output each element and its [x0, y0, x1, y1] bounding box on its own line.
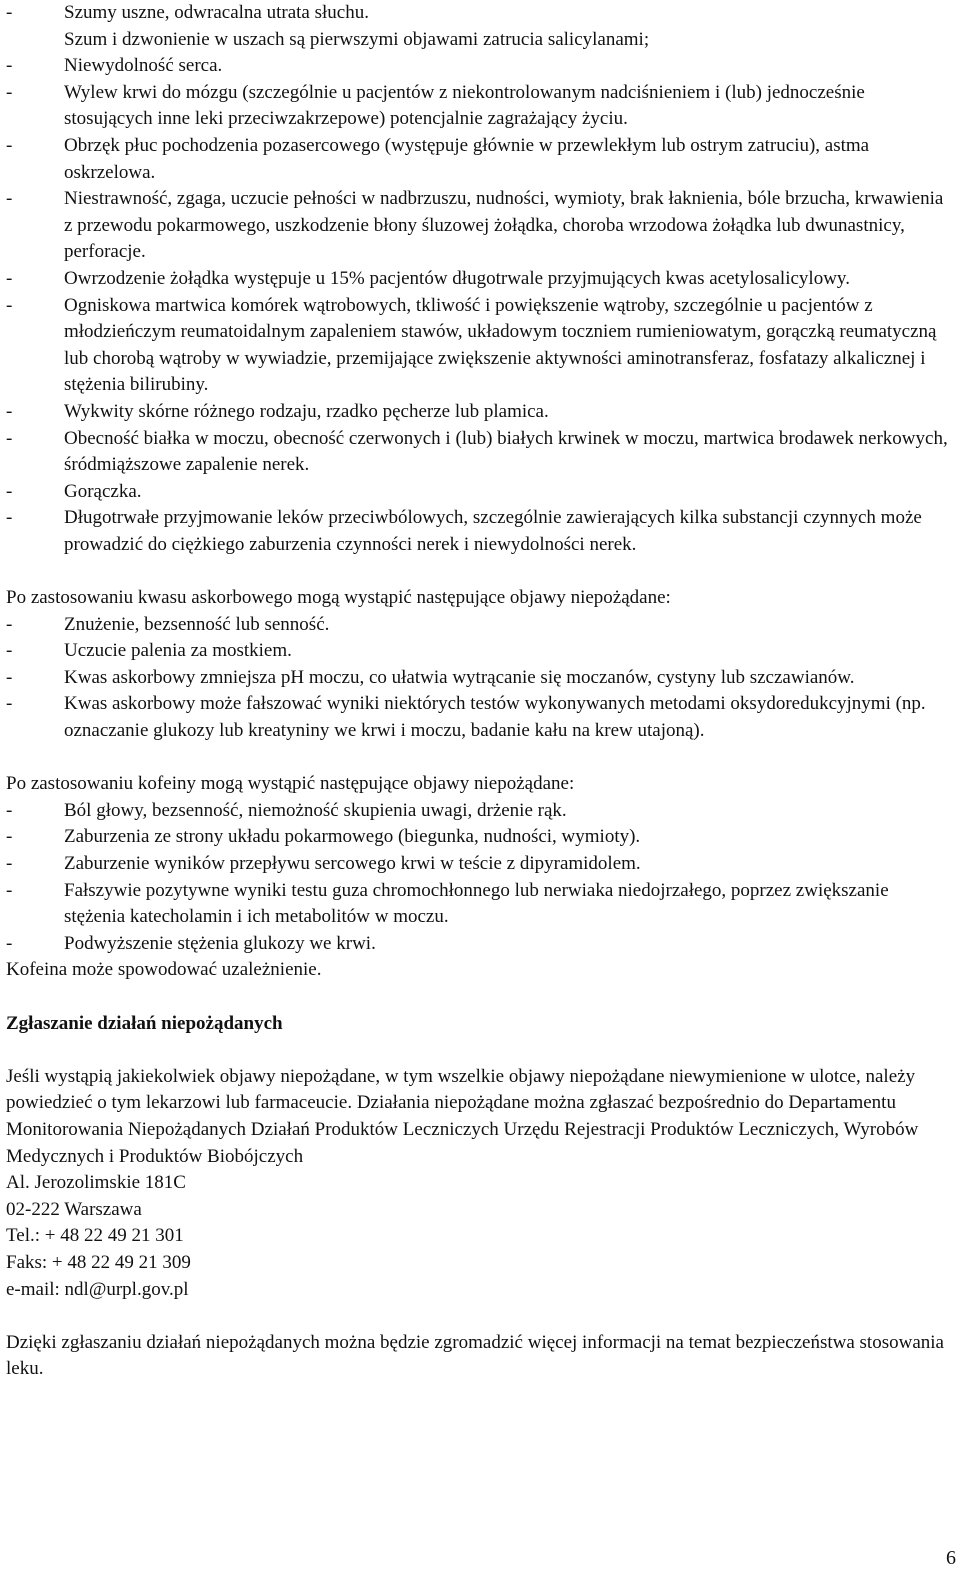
caffeine-outro: Kofeina może spowodować uzależnienie.: [6, 959, 322, 981]
list-item: - Wykwity skórne różnego rodzaju, rzadko pęcherze lub plamica.: [6, 399, 954, 426]
list-item: - Zaburzenia ze strony układu pokarmowego (biegunka, nudności, wymioty).: [6, 824, 954, 851]
caffeine-intro: Po zastosowaniu kofeiny mogą wystąpić następujące objawy niepożądane:: [6, 773, 575, 795]
ascorbic-adverse-effects-list: [6, 612, 954, 745]
address-phone: Tel.: + 48 22 49 21 301: [6, 1225, 184, 1247]
list-item: - Kwas askorbowy może fałszować wyniki niektórych testów wykonywanych metodami oksydoredukcyjnymi (np. oznaczanie glukozy lub kreatyniny we krwi i moczu, badanie kału na krew utajoną).: [6, 691, 954, 744]
spacer: [6, 558, 954, 585]
list-item: - Niewydolność serca.: [6, 53, 954, 80]
reporting-heading: Zgłaszanie działań niepożądanych: [6, 1012, 283, 1034]
spacer: [6, 984, 954, 1011]
spacer: [6, 745, 954, 772]
list-item: - Znużenie, bezsenność lub senność.: [6, 612, 954, 639]
list-item: - Zaburzenie wyników przepływu sercowego krwi w teście z dipyramidolem.: [6, 851, 954, 878]
caffeine-adverse-effects-list: [6, 798, 954, 958]
address-street: Al. Jerozolimskie 181C: [6, 1172, 186, 1194]
list-item: - Gorączka.: [6, 479, 954, 506]
list-item-continuation: Szum i dzwonienie w uszach są pierwszymi objawami zatrucia salicylanami;: [64, 28, 650, 50]
address-email: e-mail: ndl@urpl.gov.pl: [6, 1278, 189, 1300]
list-item: - Kwas askorbowy zmniejsza pH moczu, co ułatwia wytrącanie się moczanów, cystyny lub szczawianów.: [6, 665, 954, 692]
list-item: - Obecność białka w moczu, obecność czerwonych i (lub) białych krwinek w moczu, martwica brodawek nerkowych, śródmiąższowe zapalenie nerek.: [6, 426, 954, 479]
address-city: 02-222 Warszawa: [6, 1198, 142, 1220]
list-item: - Obrzęk płuc pochodzenia pozasercowego (występuje głównie w przewlekłym lub ostrym zatruciu), astma oskrzelowa.: [6, 133, 954, 186]
list-item: - Wylew krwi do mózgu (szczególnie u pacjentów z niekontrolowanym nadciśnieniem i (lub) jednocześnie stosujących inne leki przeciwzakrzepowe) potencjalnie zagrażający życiu.: [6, 80, 954, 133]
spacer: [6, 1303, 954, 1330]
reporting-paragraph: Jeśli wystąpią jakiekolwiek objawy niepożądane, w tym wszelkie objawy niepożądane niewymienione w ulotce, należy powiedzieć o tym lekarzowi lub farmaceucie. Działania niepożądane można zgłaszać bezpośrednio do Departamentu Monitorowania Niepożądanych Działań Produktów Leczniczych Urzędu Rejestracji Produktów Leczniczych, Wyrobów Medycznych i Produktów Biobójczych: [6, 1065, 919, 1167]
list-item: - Podwyższenie stężenia glukozy we krwi.: [6, 931, 954, 958]
spacer: [6, 1037, 954, 1064]
address-fax: Faks: + 48 22 49 21 309: [6, 1251, 191, 1273]
list-item: - Owrzodzenie żołądka występuje u 15% pacjentów długotrwale przyjmujących kwas acetylosalicylowy.: [6, 266, 954, 293]
document-page: [6, 0, 954, 1383]
page-number: 6: [946, 1547, 956, 1569]
list-item: - Długotrwałe przyjmowanie leków przeciwbólowych, szczególnie zawierających kilka substancji czynnych może prowadzić do ciężkiego zaburzenia czynności nerek i niewydolności nerek.: [6, 505, 954, 558]
list-item: - Uczucie palenia za mostkiem.: [6, 638, 954, 665]
list-item: - Fałszywie pozytywne wyniki testu guza chromochłonnego lub nerwiaka niedojrzałego, poprzez zwiększanie stężenia katecholamin i ich metabolitów w moczu.: [6, 878, 954, 931]
salicylate-adverse-effects-list: [6, 0, 954, 558]
list-item: - Ogniskowa martwica komórek wątrobowych, tkliwość i powiększenie wątroby, szczególnie u pacjentów z młodzieńczym reumatoidalnym zapaleniem stawów, układowym toczniem rumieniowatym, gorączką reumatyczną lub chorobą wątroby w wywiadzie, przemijające zwiększenie aktywności aminotransferaz, fosfatazy alkalicznej i stężenia bilirubiny.: [6, 293, 954, 399]
list-item: - Ból głowy, bezsenność, niemożność skupienia uwagi, drżenie rąk.: [6, 798, 954, 825]
ascorbic-intro: Po zastosowaniu kwasu askorbowego mogą wystąpić następujące objawy niepożądane:: [6, 587, 671, 609]
list-item: - Szumy uszne, odwracalna utrata słuchu.: [6, 0, 954, 27]
list-item: - Niestrawność, zgaga, uczucie pełności w nadbrzuszu, nudności, wymioty, brak łaknienia, bóle brzucha, krwawienia z przewodu pokarmowego, uszkodzenie błony śluzowej żołądka, choroba wrzodowa żołądka lub dwunastnicy, perforacje.: [6, 186, 954, 266]
reporting-closing: Dzięki zgłaszaniu działań niepożądanych można będzie zgromadzić więcej informacji na temat bezpieczeństwa stosowania leku.: [6, 1331, 944, 1380]
